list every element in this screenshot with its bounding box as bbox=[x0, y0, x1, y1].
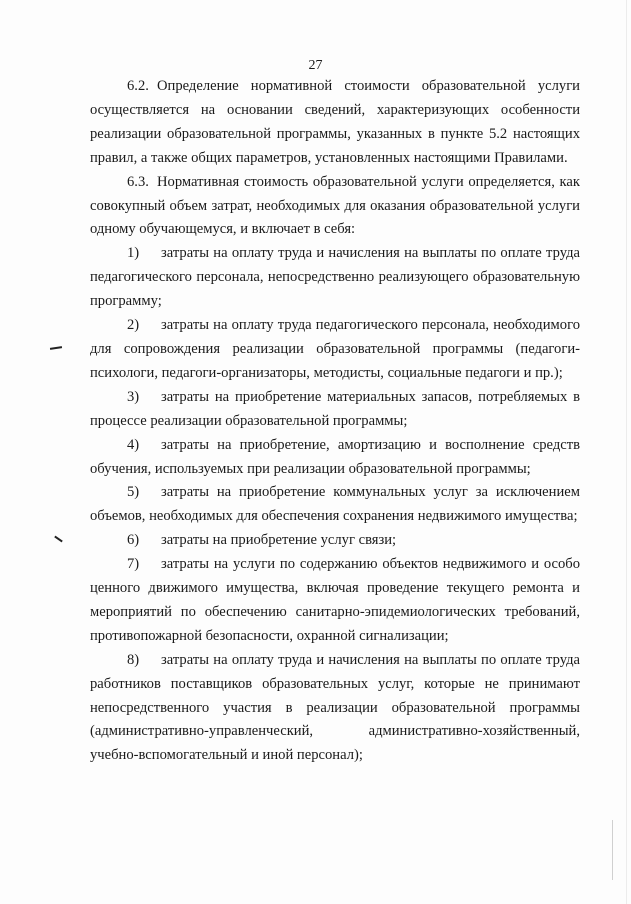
list-item-number: 5) bbox=[127, 484, 140, 501]
list-item-number: 7) bbox=[127, 556, 140, 573]
paragraph-number: 6.3. bbox=[127, 173, 149, 190]
list-item-8 bbox=[90, 649, 580, 769]
list-item-text: затраты на приобретение услуг связи; bbox=[161, 532, 397, 549]
list-item-text: затраты на оплату труда и начисления на выплаты по оплате труда работников поставщиков образовательных услуг, которые не принимают непосредственного участия в реализации образовательной программы (административно-управленческий, административно-хозяйственный, учебно-вспомогательный и иной персонал); bbox=[90, 651, 580, 764]
list-item-text: затраты на приобретение, амортизацию и восполнение средств обучения, используемых при реализации образовательной программы; bbox=[90, 436, 580, 477]
list-item-4 bbox=[90, 434, 580, 482]
list-item-1 bbox=[90, 242, 580, 314]
document-body bbox=[90, 75, 580, 768]
scan-edge-line bbox=[626, 0, 627, 904]
paragraph-6-2 bbox=[90, 75, 580, 171]
list-item-3 bbox=[90, 386, 580, 434]
paragraph-6-3 bbox=[90, 171, 580, 243]
list-item-5 bbox=[90, 481, 580, 529]
list-item-text: затраты на приобретение материальных запасов, потребляемых в процессе реализации образовательной программы; bbox=[90, 388, 580, 429]
scan-edge-line bbox=[612, 820, 613, 880]
list-item-text: затраты на оплату труда педагогического персонала, необходимого для сопровождения реализации образовательной программы (педагоги-психологи, педагоги-организаторы, методисты, социальные педагоги и пр.); bbox=[90, 317, 580, 381]
paragraph-number: 6.2. bbox=[127, 78, 149, 94]
list-item-number: 4) bbox=[127, 436, 140, 453]
list-item-text: затраты на оплату труда и начисления на выплаты по оплате труда педагогического персонала, непосредственно реализующего образовательную программу; bbox=[90, 245, 580, 310]
list-item-number: 2) bbox=[127, 317, 140, 334]
scan-mark bbox=[54, 536, 63, 543]
list-item-text: затраты на приобретение коммунальных услуг за исключением объемов, необходимых для обеспечения сохранения недвижимого имущества; bbox=[90, 484, 580, 525]
paragraph-text: Определение нормативной стоимости образовательной услуги осуществляется на основании сведений, характеризующих особенности реализации образовательной программы, указанных в пункте 5.2 настоящих правил, а также общих параметров, установленных настоящими Правилами. bbox=[90, 78, 580, 166]
list-item-number: 3) bbox=[127, 388, 140, 405]
list-item-number: 1) bbox=[127, 245, 140, 262]
list-item-2 bbox=[90, 314, 580, 386]
list-item-6 bbox=[90, 529, 580, 553]
page-number: 27 bbox=[308, 58, 323, 73]
list-item-number: 8) bbox=[127, 651, 140, 668]
scan-mark bbox=[50, 346, 62, 350]
list-item-text: затраты на услуги по содержанию объектов недвижимого и особо ценного движимого имущества, включая проведение текущего ремонта и мероприятий по обеспечению санитарно-эпидемиологических требований, противопожарной безопасности, охранной сигнализации; bbox=[90, 556, 580, 644]
paragraph-text: Нормативная стоимость образовательной услуги определяется, как совокупный объем затрат, необходимых для оказания образовательной услуги одному обучающемуся, и включает в себя: bbox=[90, 173, 580, 238]
list-item-number: 6) bbox=[127, 532, 140, 549]
list-item-7 bbox=[90, 553, 580, 649]
